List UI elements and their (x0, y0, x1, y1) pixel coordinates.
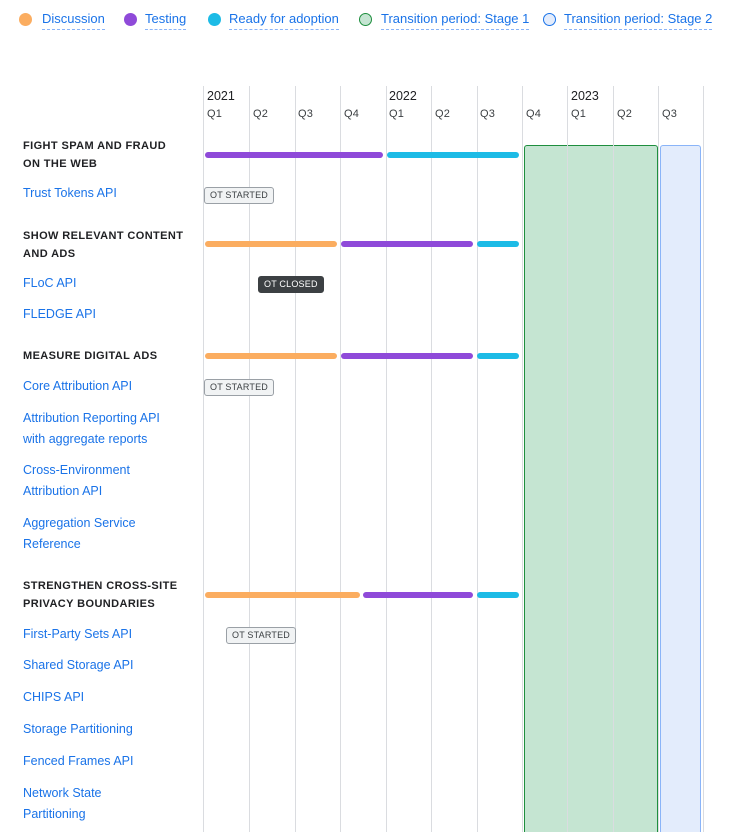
api-link-line: Network State (23, 786, 102, 800)
testing-bar (341, 353, 473, 359)
ready-bar (477, 241, 519, 247)
legend-label-testing[interactable]: Testing (145, 11, 186, 30)
api-link-line: with aggregate reports (23, 432, 148, 446)
api-link-aggregation-service[interactable] (23, 513, 136, 555)
quarter-label: Q3 (480, 108, 496, 120)
quarter-label: Q3 (662, 108, 678, 120)
category-title-digital-ads (23, 347, 158, 365)
testing-bar (363, 592, 473, 598)
category-title-line: PRIVACY BOUNDARIES (23, 598, 156, 610)
category-title-line: AND ADS (23, 248, 76, 260)
api-link-network-state-partitioning[interactable] (23, 783, 102, 825)
category-title-line: SHOW RELEVANT CONTENT (23, 230, 184, 242)
api-link-trust-tokens[interactable]: Trust Tokens API (23, 186, 117, 200)
quarter-label: Q1 (571, 108, 587, 120)
quarter-label: Q2 (617, 108, 633, 120)
discussion-bar (205, 353, 337, 359)
status-badge: OT CLOSED (258, 276, 324, 293)
grid-line (477, 86, 478, 832)
api-link-line: Attribution Reporting API (23, 411, 160, 425)
transition-stage1-region (524, 145, 658, 832)
category-title-line: STRENGTHEN CROSS-SITE (23, 580, 178, 592)
testing-bar (205, 152, 383, 158)
category-title-line: MEASURE DIGITAL ADS (23, 350, 158, 362)
api-link-first-party-sets[interactable]: First-Party Sets API (23, 627, 133, 641)
quarter-label: Q2 (435, 108, 451, 120)
quarter-label: Q4 (526, 108, 542, 120)
api-link-attribution-reporting[interactable] (23, 408, 160, 450)
api-link-line: Reference (23, 537, 81, 551)
api-link-line: Cross-Environment (23, 463, 130, 477)
grid-line (431, 86, 432, 832)
testing-bar (341, 241, 473, 247)
api-link-fledge[interactable]: FLEDGE API (23, 307, 96, 321)
testing-dot-icon (124, 13, 137, 26)
category-title-line: ON THE WEB (23, 158, 98, 170)
api-link-chips[interactable]: CHIPS API (23, 690, 85, 704)
api-link-line: Aggregation Service (23, 516, 136, 530)
year-label-2022: 2022 (389, 89, 417, 103)
ready-bar (387, 152, 519, 158)
api-link-cross-environment[interactable] (23, 460, 130, 502)
legend-label-stage1[interactable]: Transition period: Stage 1 (381, 11, 529, 30)
api-link-floc[interactable]: FLoC API (23, 276, 77, 290)
category-title-line: FIGHT SPAM AND FRAUD (23, 140, 167, 152)
stage1-dot-icon (359, 13, 372, 26)
discussion-bar (205, 241, 337, 247)
grid-line (613, 86, 614, 832)
quarter-label: Q2 (253, 108, 269, 120)
category-title-relevant-content (23, 227, 183, 263)
grid-line (295, 86, 296, 832)
api-link-line: Attribution API (23, 484, 103, 498)
api-link-fenced-frames[interactable]: Fenced Frames API (23, 754, 134, 768)
stage2-dot-icon (543, 13, 556, 26)
api-link-line: Partitioning (23, 807, 86, 821)
ready-bar (477, 592, 519, 598)
status-badge: OT STARTED (226, 627, 296, 644)
transition-stage2-region (660, 145, 701, 832)
status-badge: OT STARTED (204, 379, 274, 396)
status-badge: OT STARTED (204, 187, 274, 204)
discussion-dot-icon (19, 13, 32, 26)
quarter-label: Q3 (298, 108, 314, 120)
legend-label-ready[interactable]: Ready for adoption (229, 11, 339, 30)
api-link-storage-partitioning[interactable]: Storage Partitioning (23, 722, 133, 736)
discussion-bar (205, 592, 360, 598)
quarter-label: Q1 (389, 108, 405, 120)
api-link-core-attribution[interactable]: Core Attribution API (23, 379, 133, 393)
ready-dot-icon (208, 13, 221, 26)
grid-line (522, 86, 523, 832)
year-label-2023: 2023 (571, 89, 599, 103)
grid-line (340, 86, 341, 832)
legend-label-stage2[interactable]: Transition period: Stage 2 (564, 11, 712, 30)
quarter-label: Q1 (207, 108, 223, 120)
grid-line (658, 86, 659, 832)
legend-label-discussion[interactable]: Discussion (42, 11, 105, 30)
year-label-2021: 2021 (207, 89, 235, 103)
grid-line (703, 86, 704, 832)
category-title-spam-fraud (23, 137, 166, 173)
category-title-cross-site-privacy (23, 577, 177, 613)
ready-bar (477, 353, 519, 359)
grid-line (567, 86, 568, 832)
api-link-shared-storage[interactable]: Shared Storage API (23, 658, 134, 672)
quarter-label: Q4 (344, 108, 360, 120)
grid-line (386, 86, 387, 832)
